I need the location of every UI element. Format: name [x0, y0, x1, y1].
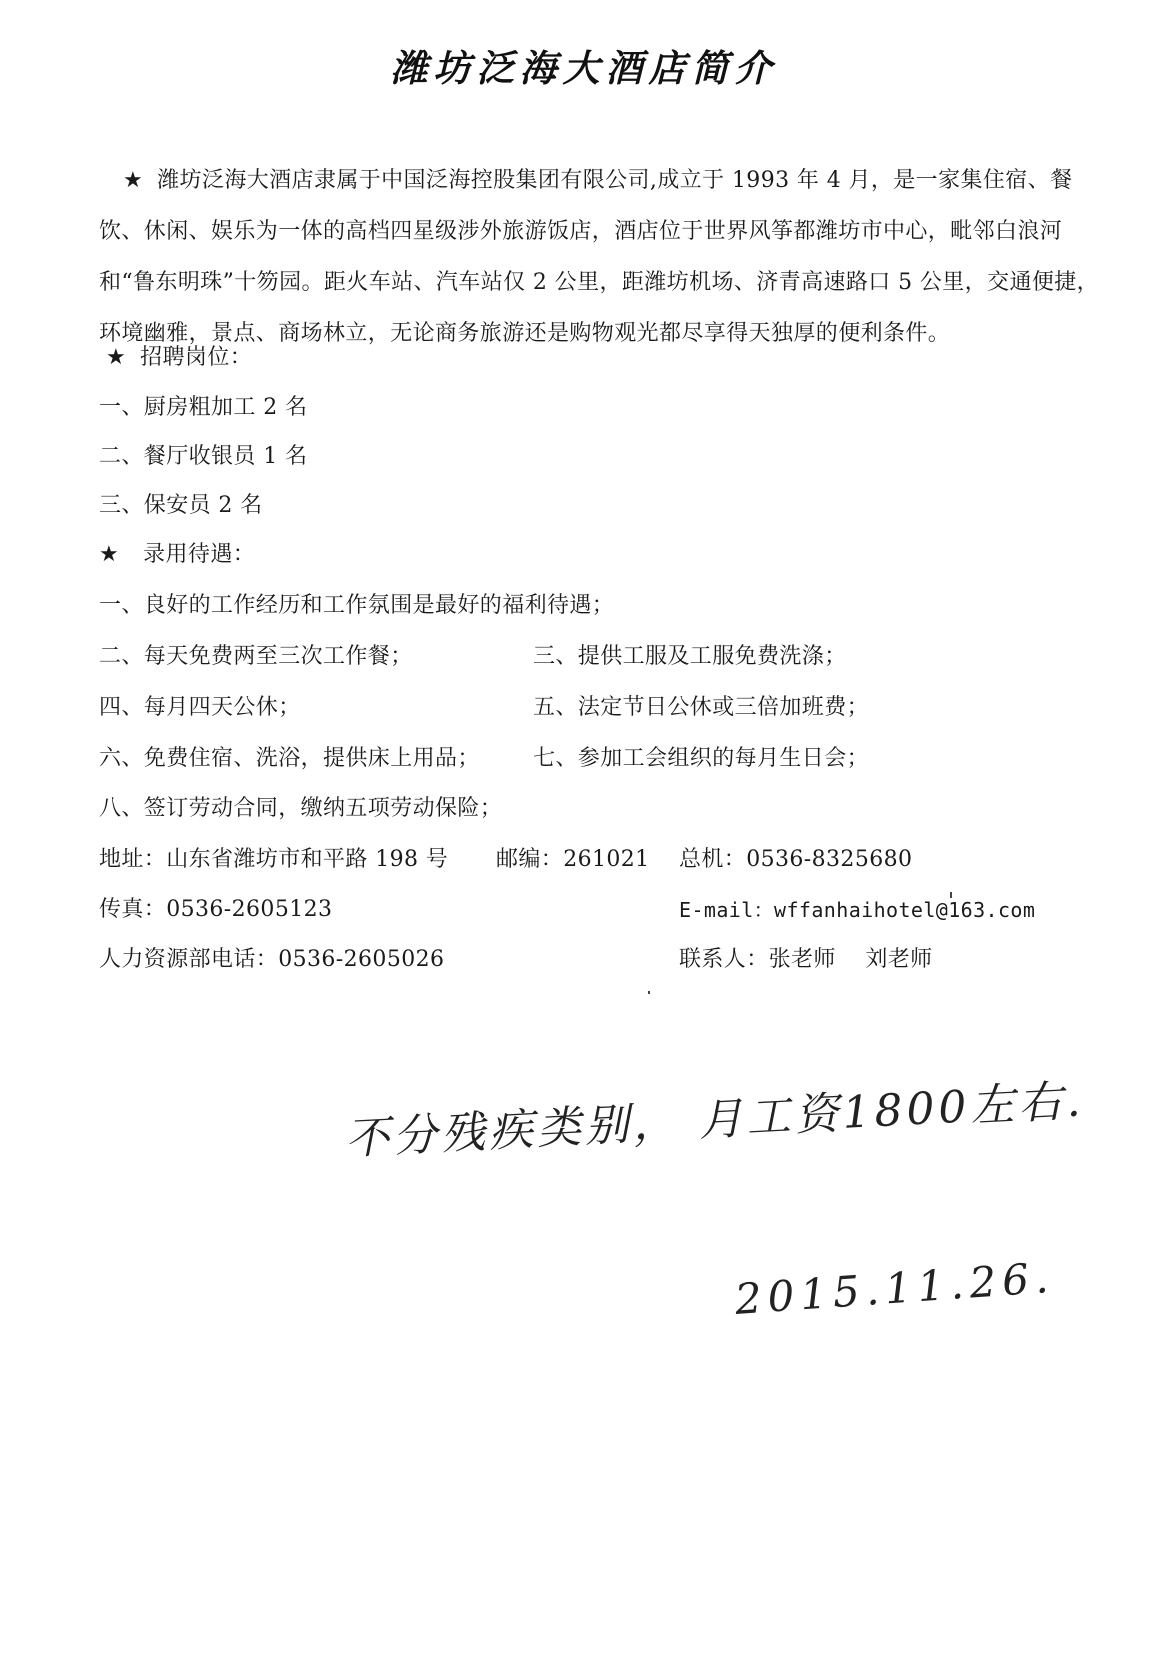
scan-speck	[648, 991, 650, 994]
position-item: 一、厨房粗加工 2 名	[99, 395, 308, 420]
star-icon: ★	[106, 345, 127, 370]
email-address: wffanhaihotel@163.com	[774, 898, 1036, 922]
benefits-heading: 录用待遇：	[143, 542, 256, 567]
benefit-item: 五、法定节日公休或三倍加班费；	[533, 695, 870, 720]
benefit-item: 四、每月四天公休；	[99, 695, 301, 720]
benefit-item: 八、签订劳动合同，缴纳五项劳动保险；	[99, 796, 503, 821]
intro-paragraph	[99, 155, 1114, 359]
document-title: 潍坊泛海大酒店简介	[390, 47, 778, 90]
hr-phone: 人力资源部电话：0536-2605026	[99, 947, 445, 972]
star-icon: ★	[123, 168, 144, 193]
positions-heading: 招聘岗位：	[140, 345, 253, 370]
benefit-item: 七、参加工会组织的每月生日会；	[533, 746, 870, 771]
email-line	[679, 895, 1035, 926]
switchboard-phone: 总机：0536-8325680	[679, 847, 913, 872]
contact-person: 联系人：张老师 刘老师	[679, 947, 933, 972]
positions-heading-line	[106, 343, 252, 373]
benefits-heading-line	[99, 540, 255, 570]
address: 地址：山东省潍坊市和平路 198 号	[99, 847, 449, 872]
intro-text: 潍坊泛海大酒店隶属于中国泛海控股集团有限公司,成立于 1993 年 4 月，是一家集住宿、餐饮、休闲、娱乐为一体的高档四星级涉外旅游饭店，酒店位于世界风筝都潍坊市中心，毗邻白浪河和“鲁东明珠”十笏园。距火车站、汽车站仅 2 公里，距潍坊机场、济青高速路口 5 公里，交通便捷，环境幽雅，景点、商场林立，无论商务旅游还是购物观光都尽享得天独厚的便利条件。	[99, 168, 1100, 346]
position-item: 二、餐厅收银员 1 名	[99, 444, 308, 469]
benefit-item: 三、提供工服及工服免费洗涤；	[533, 644, 847, 669]
position-item: 三、保安员 2 名	[99, 493, 263, 518]
benefit-item: 一、良好的工作经历和工作氛围是最好的福利待遇；	[99, 593, 615, 618]
handwritten-note: 不分残疾类别， 月工资1800左右.	[343, 1075, 1086, 1165]
fax: 传真：0536-2605123	[99, 897, 333, 922]
postcode: 邮编：261021	[496, 847, 650, 872]
benefit-item: 二、每天免费两至三次工作餐；	[99, 644, 413, 669]
email-label: E-mail：	[679, 898, 775, 922]
scan-speck	[950, 892, 952, 898]
star-icon: ★	[99, 542, 120, 567]
handwritten-date: 2015.11.26.	[733, 1252, 1056, 1324]
benefit-item: 六、免费住宿、洗浴，提供床上用品；	[99, 746, 480, 771]
